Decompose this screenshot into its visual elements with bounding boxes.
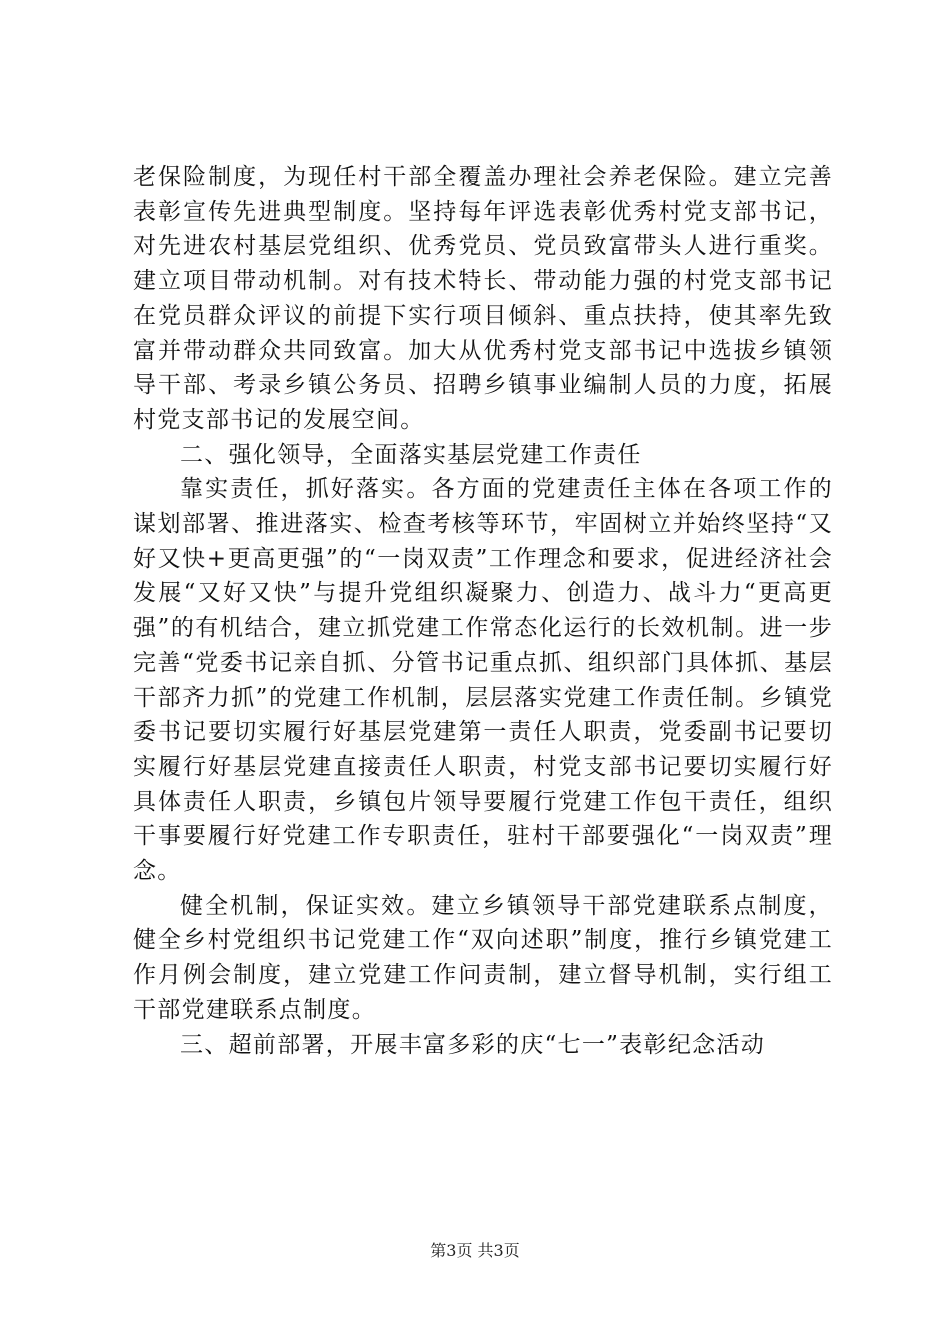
body-paragraph: 老保险制度，为现任村干部全覆盖办理社会养老保险。建立完善表彰宣传先进典型制度。坚持每年评选表彰优秀村党支部书记，对先进农村基层党组织、优秀党员、党员致富带头人进行重奖。建立项目带动机制。对有技术特长、带动能力强的村党支部书记在党员群众评议的前提下实行项目倾斜、重点扶持，使其率先致富并带动群众共同致富。加大从优秀村党支部书记中选拔乡镇领导干部、考录乡镇公务员、招聘乡镇事业编制人员的力度，拓展村党支部书记的发展空间。 [133, 164, 833, 433]
document-body [133, 160, 833, 1062]
body-paragraph: 靠实责任，抓好落实。各方面的党建责任主体在各项工作的谋划部署、推进落实、检查考核等环节，牢固树立并始终坚持“又好又快+更高更强”的“一岗双责”工作理念和要求，促进经济社会发展“又好又快”与提升党组织凝聚力、创造力、战斗力“更高更强”的有机结合，建立抓党建工作常态化运行的长效机制。进一步完善“党委书记亲自抓、分管书记重点抓、组织部门具体抓、基层干部齐力抓”的党建工作机制，层层落实党建工作责任制。乡镇党委书记要切实履行好基层党建第一责任人职责，党委副书记要切实履行好基层党建直接责任人职责，村党支部书记要切实履行好具体责任人职责，乡镇包片领导要履行党建工作包干责任，组织干事要履行好党建工作专职责任，驻村干部要强化“一岗双责”理念。 [133, 476, 833, 885]
section-heading: 三、超前部署，开展丰富多彩的庆“七一”表彰纪念活动 [180, 1031, 766, 1058]
body-paragraph: 健全机制，保证实效。建立乡镇领导干部党建联系点制度，健全乡村党组织书记党建工作“双向述职”制度，推行乡镇党建工作月例会制度，建立党建工作问责制，建立督导机制，实行组工干部党建联系点制度。 [133, 892, 833, 1023]
section-heading: 二、强化领导，全面落实基层党建工作责任 [180, 441, 642, 468]
page-number-footer: 第3页 共3页 [430, 1241, 520, 1260]
